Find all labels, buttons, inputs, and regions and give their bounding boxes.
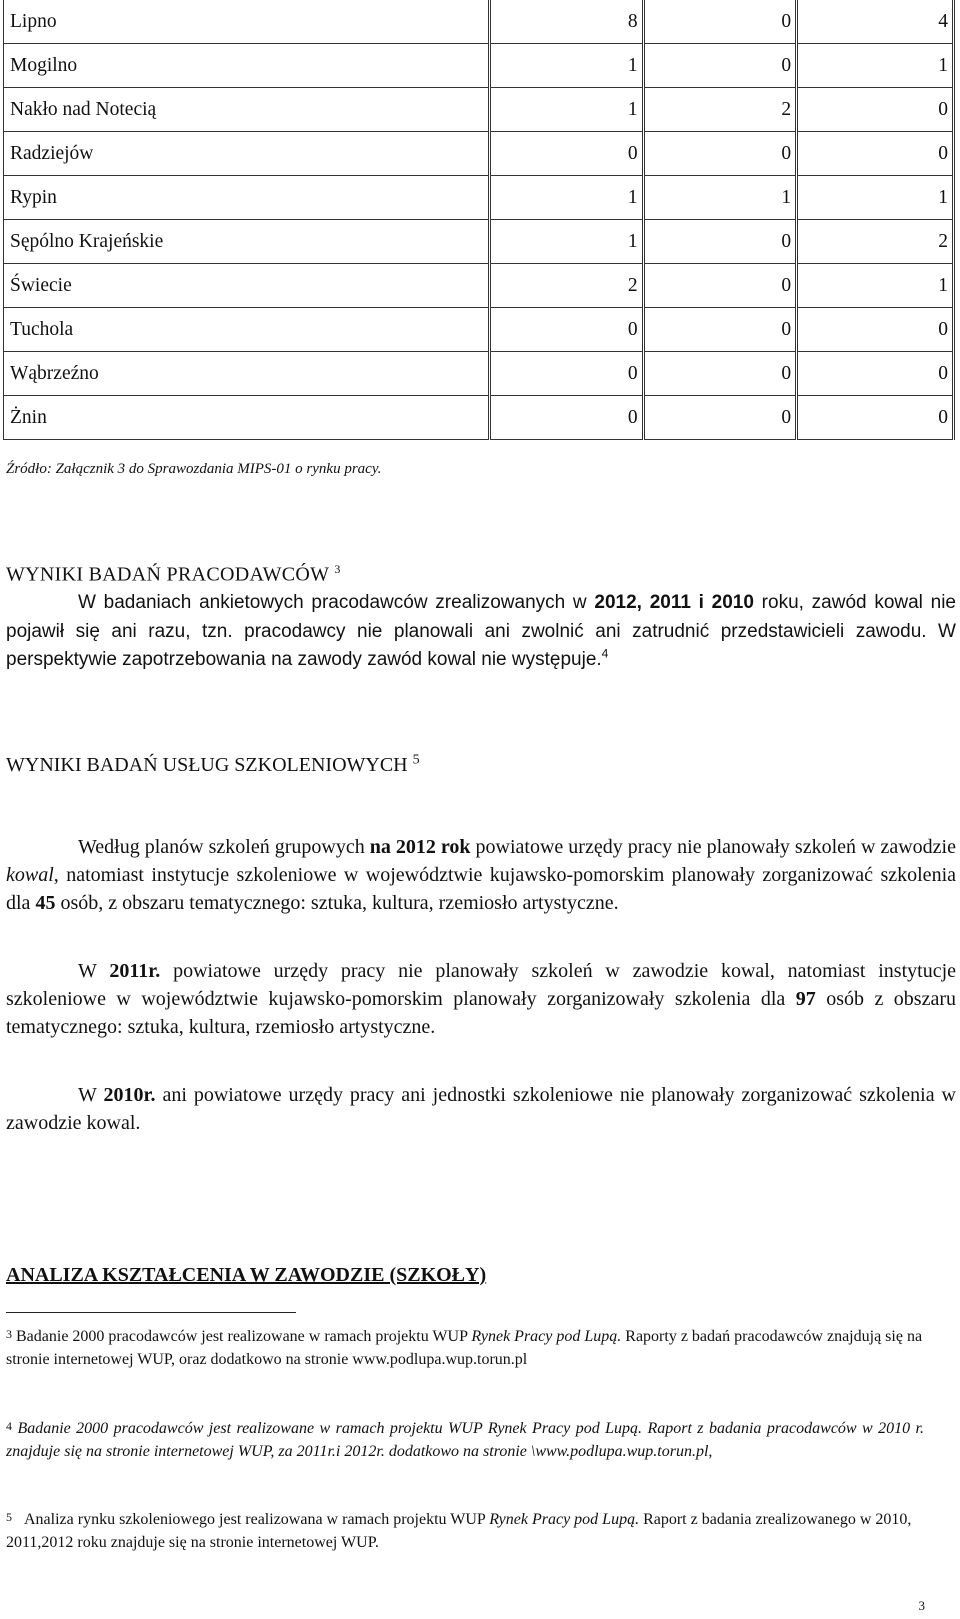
table-source-note: Źródło: Załącznik 3 do Sprawozdania MIPS-01 o rynku pracy. (6, 461, 382, 477)
table-row (4, 264, 954, 308)
value-col-1: 1 (490, 88, 643, 132)
footnote-5 (6, 1508, 924, 1554)
text-run: powiatowe urzędy pracy nie planowały szkoleń w zawodzie kowal, natomiast instytucje szkoleniowe w województwie kujawsko-pomorskim planowały zorganizowały szkolenia dla (6, 960, 957, 1010)
text-run: powiatowe urzędy pracy nie planowały szkoleń w zawodzie (470, 836, 956, 858)
footnote-3 (6, 1325, 924, 1371)
value-col-3: 0 (797, 396, 954, 440)
value-col-1: 8 (490, 0, 643, 44)
text-run-bold: 97 (795, 988, 816, 1010)
text-run: osób z obszaru tematycznego: sztuka, kultura, rzemiosło artystyczne. (6, 988, 956, 1038)
footnote-ref: 5 (412, 752, 420, 768)
text-run: W (78, 960, 110, 982)
table-row (4, 308, 954, 352)
county-name: Rypin (4, 176, 490, 220)
value-col-2: 2 (643, 88, 796, 132)
footnote-ref: 4 (601, 646, 609, 661)
value-col-2: 0 (643, 0, 796, 44)
value-col-3: 1 (797, 264, 954, 308)
value-col-3: 0 (797, 88, 954, 132)
text-run-italic: Rynek Pracy pod Lupą. (471, 1328, 622, 1345)
section-heading-schools: ANALIZA KSZTAŁCENIA W ZAWODZIE (SZKOŁY) (6, 1264, 487, 1286)
text-run: W badaniach ankietowych pracodawców zrealizowanych w (78, 592, 595, 613)
heading-text: WYNIKI BADAŃ PRACODAWCÓW (6, 563, 329, 586)
text-run-bold: 2011r. (109, 960, 161, 982)
text-run: Według planów szkoleń grupowych (78, 836, 370, 858)
county-name: Radziejów (4, 132, 490, 176)
value-col-2: 0 (643, 308, 796, 352)
county-name: Tuchola (4, 308, 490, 352)
section-heading-employers (6, 562, 341, 587)
value-col-1: 0 (490, 396, 643, 440)
section-heading-training (6, 754, 420, 777)
county-name: Mogilno (4, 44, 490, 88)
text-run-bold: na 2012 rok (369, 836, 471, 858)
footnote-mark: 4 (6, 1419, 12, 1433)
value-col-3: 0 (797, 308, 954, 352)
value-col-3: 0 (797, 352, 954, 396)
text-run-bold: 2010r. (103, 1084, 156, 1106)
text-run: Badanie 2000 pracodawców jest realizowane w ramach projektu WUP (16, 1328, 472, 1345)
text-run-bold: 45 (35, 892, 56, 914)
county-name: Nakło nad Notecią (4, 88, 490, 132)
employers-paragraph (6, 589, 956, 675)
text-run: ani powiatowe urzędy pracy ani jednostki szkoleniowe nie planowały zorganizować szkolenia w zawodzie kowal. (6, 1084, 957, 1134)
table-body (4, 0, 954, 440)
county-name: Wąbrzeźno (4, 352, 490, 396)
heading-text: WYNIKI BADAŃ USŁUG SZKOLENIOWYCH (6, 754, 408, 776)
table-row (4, 44, 954, 88)
text-run: , natomiast instytucje szkoleniowe w województwie kujawsko-pomorskim planowały zorganizować szkolenia dla (6, 864, 956, 914)
text-run-italic: Rynek Pracy pod Lupą. (489, 1511, 640, 1528)
footnote-mark: 5 (6, 1510, 12, 1524)
training-paragraph-2010 (6, 1081, 956, 1137)
table-row (4, 220, 954, 264)
county-name: Lipno (4, 0, 490, 44)
text-run: Raport z badania zrealizowanego w 2010, 2011,2012 roku znajduje się na stronie internetowej WUP. (6, 1511, 912, 1551)
value-col-1: 1 (490, 176, 643, 220)
value-col-1: 0 (490, 132, 643, 176)
value-col-3: 2 (797, 220, 954, 264)
value-col-2: 0 (643, 264, 796, 308)
text-run-bold: 2012, 2011 i 2010 (594, 592, 754, 613)
footnote-4 (6, 1417, 924, 1463)
text-run: roku, zawód kowal nie pojawił się ani razu, tzn. pracodawcy nie planowali ani zwolnić ani zatrudnić przedstawicieli zawodu. W perspektywie zapotrzebowania na zawody zawód kowal nie występuje. (6, 592, 956, 670)
value-col-2: 0 (643, 132, 796, 176)
value-col-1: 1 (490, 220, 643, 264)
training-paragraph-2011 (6, 957, 956, 1041)
statistics-table (3, 0, 955, 440)
value-col-2: 0 (643, 220, 796, 264)
footnote-separator (6, 1312, 296, 1313)
value-col-2: 0 (643, 396, 796, 440)
value-col-1: 1 (490, 44, 643, 88)
table-row (4, 176, 954, 220)
value-col-3: 4 (797, 0, 954, 44)
value-col-1: 0 (490, 308, 643, 352)
value-col-2: 0 (643, 44, 796, 88)
county-name: Świecie (4, 264, 490, 308)
text-run: osób, z obszaru tematycznego: sztuka, kultura, rzemiosło artystyczne. (55, 892, 619, 914)
value-col-1: 0 (490, 352, 643, 396)
footnote-mark: 3 (6, 1327, 12, 1341)
text-run: W (78, 1084, 104, 1106)
training-paragraph-2012 (6, 833, 956, 917)
value-col-2: 0 (643, 352, 796, 396)
county-name: Sępólno Krajeńskie (4, 220, 490, 264)
value-col-2: 1 (643, 176, 796, 220)
value-col-3: 0 (797, 132, 954, 176)
text-run: Raporty z badań pracodawców znajdują się na stronie internetowej WUP, oraz dodatkowo na stronie www.podlupa.wup.torun.pl (6, 1328, 923, 1368)
table-row (4, 352, 954, 396)
footnote-ref: 3 (334, 562, 341, 576)
table-row (4, 396, 954, 440)
text-run-italic: Badanie 2000 pracodawców jest realizowane w ramach projektu WUP Rynek Pracy pod Lupą. Raport z badania pracodawców w 2010 r. znajduje się na stronie internetowej WUP, za 2011r.i 2012r. dodatkowo na stronie \www.podlupa.wup.torun.pl, (6, 1420, 925, 1460)
text-run-italic: kowal (6, 864, 54, 886)
county-name: Żnin (4, 396, 490, 440)
page-number: 3 (918, 1598, 925, 1613)
table-row (4, 132, 954, 176)
value-col-3: 1 (797, 44, 954, 88)
text-run: Analiza rynku szkoleniowego jest realizowana w ramach projektu WUP (24, 1511, 490, 1528)
value-col-3: 1 (797, 176, 954, 220)
table-row (4, 0, 954, 44)
value-col-1: 2 (490, 264, 643, 308)
table-row (4, 88, 954, 132)
